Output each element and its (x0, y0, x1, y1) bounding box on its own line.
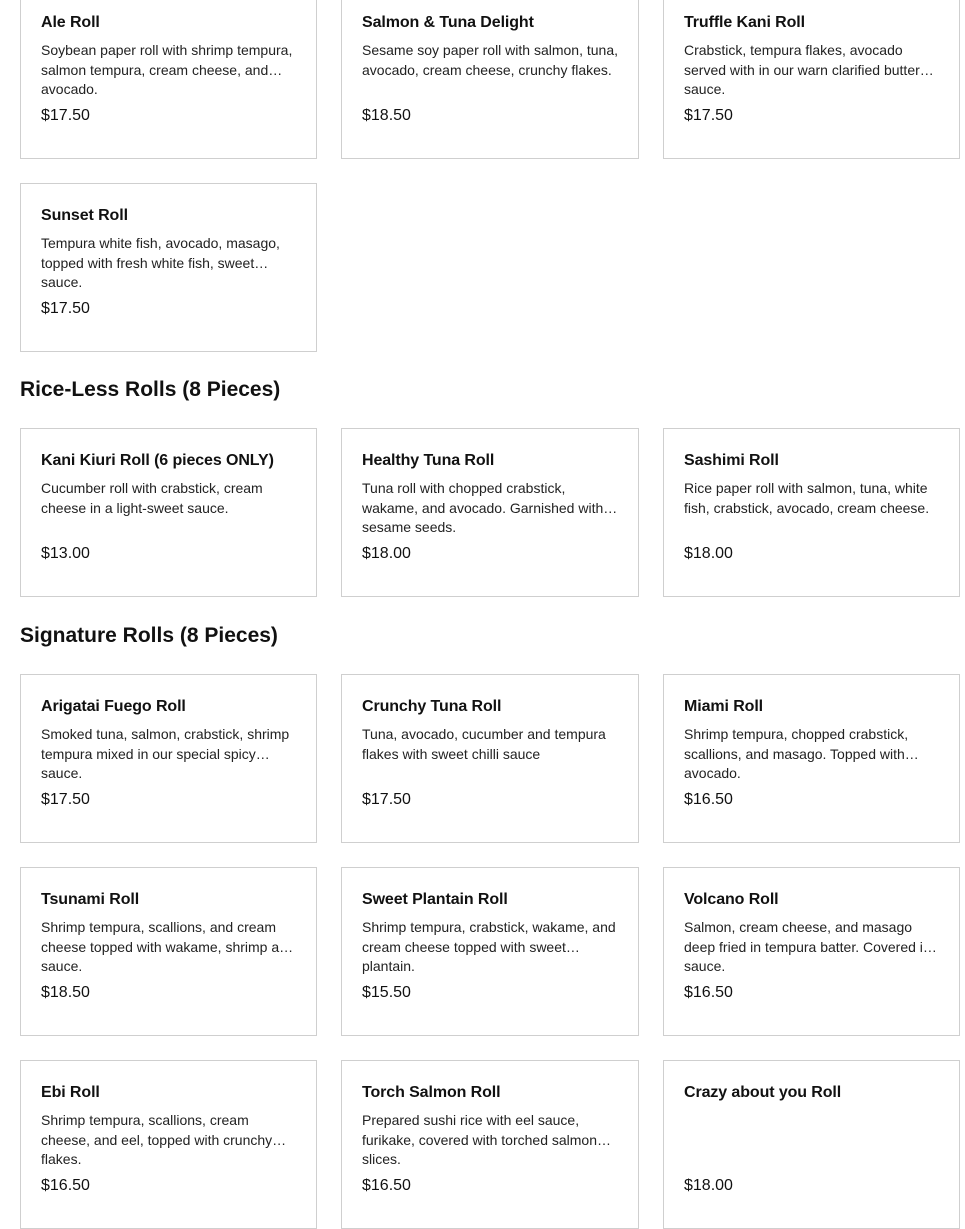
item-description: Rice paper roll with salmon, tuna, white fish, crabstick, avocado, cream cheese. (684, 480, 930, 516)
menu-item-card[interactable] (663, 867, 960, 1036)
item-name: Kani Kiuri Roll (6 pieces ONLY) (41, 452, 274, 469)
item-description: Soybean paper roll with shrimp tempura, salmon tempura, cream cheese, and avocado. (41, 42, 293, 97)
item-name: Torch Salmon Roll (362, 1084, 501, 1101)
menu-item-card[interactable] (341, 1060, 639, 1229)
item-name: Truffle Kani Roll (684, 14, 805, 31)
item-price: $17.50 (684, 107, 733, 124)
menu-grid-top (20, 0, 960, 352)
item-price: $17.50 (41, 107, 90, 124)
item-name: Miami Roll (684, 698, 764, 715)
item-name: Sunset Roll (41, 207, 128, 224)
menu-item-card[interactable] (20, 0, 317, 159)
item-price: $13.00 (41, 545, 90, 562)
menu-item-card[interactable] (663, 1060, 960, 1229)
item-name: Ale Roll (41, 14, 100, 31)
item-price: $16.50 (41, 1177, 90, 1194)
item-description: Shrimp tempura, chopped crabstick, scallions, and masago. Topped with avocado. (684, 726, 909, 781)
item-name: Volcano Roll (684, 891, 779, 908)
item-description: Sesame soy paper roll with salmon, tuna, avocado, cream cheese, crunchy flakes. (362, 42, 619, 78)
menu-item-card[interactable] (20, 183, 317, 352)
item-price: $16.50 (684, 984, 733, 1001)
menu-item-card[interactable] (341, 428, 639, 597)
item-description: Smoked tuna, salmon, crabstick, shrimp tempura mixed in our special spicy sauce. (41, 726, 290, 781)
menu-item-card[interactable] (341, 674, 639, 843)
item-price: $18.00 (362, 545, 411, 562)
item-price: $18.00 (684, 545, 733, 562)
item-name: Healthy Tuna Roll (362, 452, 495, 469)
menu-item-card[interactable] (663, 674, 960, 843)
menu-item-card[interactable] (341, 0, 639, 159)
menu-item-card[interactable] (341, 867, 639, 1036)
item-description: Prepared sushi rice with eel sauce, furikake, covered with torched salmon slices. (362, 1112, 597, 1167)
item-price: $17.50 (41, 791, 90, 808)
item-description: Shrimp tempura, crabstick, wakame, and cream cheese topped with sweet plantain. (362, 919, 616, 974)
item-name: Sweet Plantain Roll (362, 891, 508, 908)
item-description: Tempura white fish, avocado, masago, topped with fresh white fish, sweet sauce. (41, 235, 280, 290)
item-description: Cucumber roll with crabstick, cream cheese in a light-sweet sauce. (41, 480, 263, 516)
menu-item-card[interactable] (663, 0, 960, 159)
item-name: Ebi Roll (41, 1084, 100, 1101)
item-description (684, 1111, 939, 1150)
menu-grid-signature (20, 674, 960, 1229)
item-description: Shrimp tempura, scallions, cream cheese, and eel, topped with crunchy flakes. (41, 1112, 273, 1167)
menu-grid-riceless (20, 428, 960, 597)
item-name: Salmon & Tuna Delight (362, 14, 534, 31)
item-name: Arigatai Fuego Roll (41, 698, 186, 715)
item-description: Salmon, cream cheese, and masago deep fried in tempura batter. Covered in sauce. (684, 919, 931, 974)
item-price: $16.50 (362, 1177, 411, 1194)
menu-item-card[interactable] (20, 428, 317, 597)
item-price: $18.00 (684, 1177, 733, 1194)
menu-item-card[interactable] (20, 674, 317, 843)
item-description: Shrimp tempura, scallions, and cream cheese topped with wakame, shrimp and sauce. (41, 919, 295, 974)
section-title-signature: Signature Rolls (8 Pieces) (20, 624, 278, 647)
item-description: Tuna, avocado, cucumber and tempura flakes with sweet chilli sauce (362, 726, 606, 762)
item-price: $18.50 (41, 984, 90, 1001)
item-price: $17.50 (41, 300, 90, 317)
menu-item-card[interactable] (20, 1060, 317, 1229)
item-price: $16.50 (684, 791, 733, 808)
menu-item-card[interactable] (20, 867, 317, 1036)
item-description: Tuna roll with chopped crabstick, wakame, and avocado. Garnished with sesame seeds. (362, 480, 604, 535)
item-name: Crunchy Tuna Roll (362, 698, 502, 715)
item-name: Tsunami Roll (41, 891, 140, 908)
item-price: $17.50 (362, 791, 411, 808)
item-name: Sashimi Roll (684, 452, 779, 469)
item-price: $15.50 (362, 984, 411, 1001)
item-description: Crabstick, tempura flakes, avocado served with in our warn clarified butter sauce. (684, 42, 920, 97)
item-price: $18.50 (362, 107, 411, 124)
menu-item-card[interactable] (663, 428, 960, 597)
item-name: Crazy about you Roll (684, 1084, 842, 1101)
section-title-riceless: Rice-Less Rolls (8 Pieces) (20, 378, 281, 401)
